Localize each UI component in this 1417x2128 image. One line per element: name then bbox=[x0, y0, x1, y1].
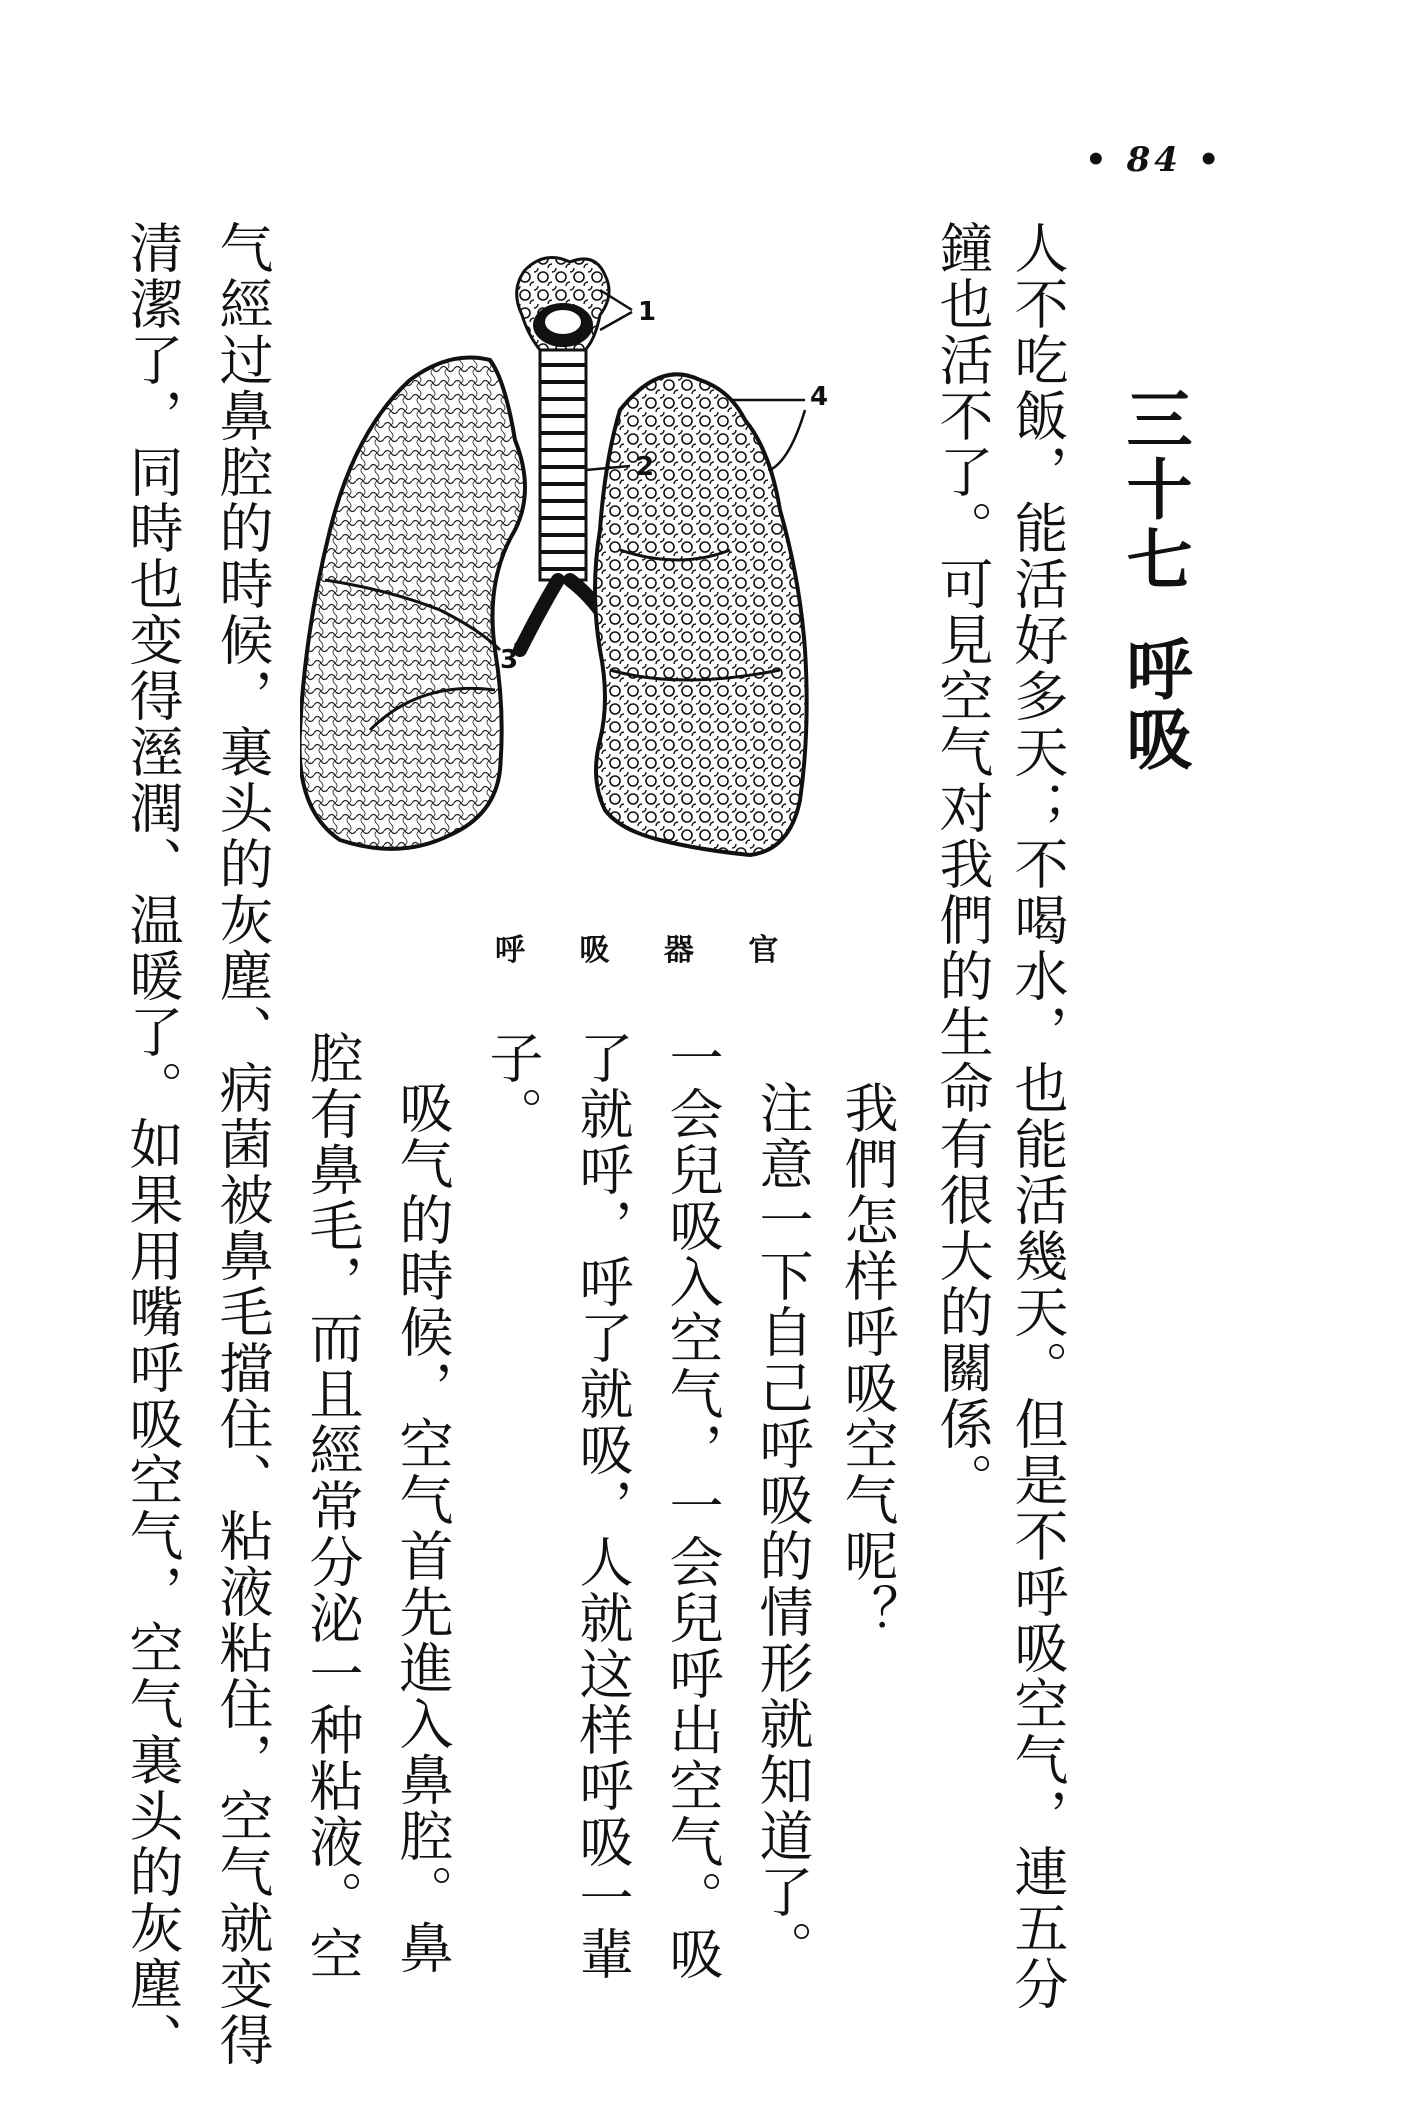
text-column-4: 注意一下自己呼吸的情形就知道了。 bbox=[751, 1080, 814, 1976]
figure-caption: 呼 吸 器 官 bbox=[495, 933, 801, 968]
right-lung bbox=[300, 358, 525, 849]
text-column-2: 鐘也活不了。可見空气对我們的生命有很大的關係。 bbox=[931, 220, 994, 1508]
chapter-number: 三十七 bbox=[1115, 385, 1192, 595]
text-column-5: 一会兒吸入空气，一会兒呼出空气。吸 bbox=[661, 1030, 724, 1982]
chapter-title: 呼吸 bbox=[1115, 635, 1192, 775]
text-column-8: 吸气的時候，空气首先進入鼻腔。鼻 bbox=[391, 1080, 454, 1976]
text-column-10: 气經过鼻腔的時候，裏头的灰塵、病菌被鼻毛擋住、粘液粘住，空气就变得 bbox=[211, 220, 274, 2068]
respiratory-organs-illustration bbox=[300, 250, 860, 910]
text-column-7: 子。 bbox=[481, 1030, 544, 1142]
chapter-heading bbox=[1115, 385, 1192, 775]
left-lung bbox=[595, 374, 807, 855]
text-column-1: 人不吃飯，能活好多天；不喝水，也能活幾天。但是不呼吸空气，連五分 bbox=[1006, 220, 1069, 2012]
larynx bbox=[517, 258, 609, 351]
text-column-11: 清潔了，同時也变得溼潤、温暖了。如果用嘴呼吸空气，空气裏头的灰塵、 bbox=[121, 220, 184, 2068]
text-column-9: 腔有鼻毛，而且經常分泌一种粘液。空 bbox=[301, 1030, 364, 1982]
label-3: 3 bbox=[500, 645, 519, 675]
label-4: 4 bbox=[810, 382, 829, 412]
page-number: • 84 • bbox=[1085, 140, 1224, 180]
text-column-6: 了就呼，呼了就吸，人就这样呼吸一輩 bbox=[571, 1030, 634, 1982]
label-2: 2 bbox=[636, 452, 655, 482]
trachea bbox=[540, 350, 586, 580]
text-column-3: 我們怎样呼吸空气呢？ bbox=[836, 1080, 899, 1640]
label-1: 1 bbox=[638, 297, 657, 327]
